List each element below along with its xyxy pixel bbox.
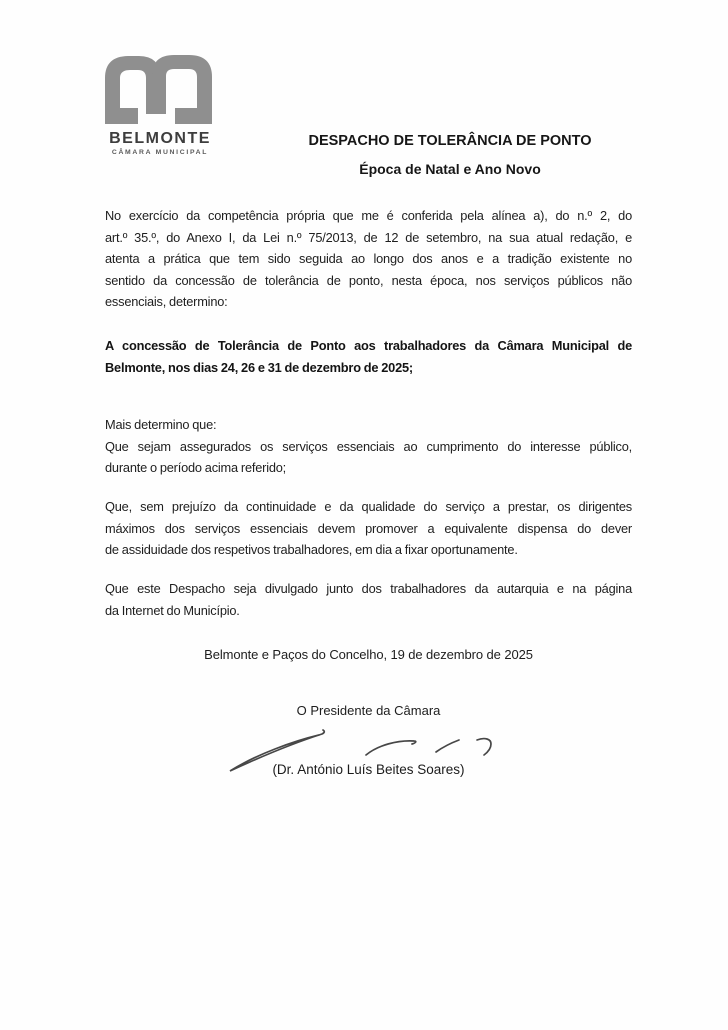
text-line: Que, sem prejuízo da continuidade e da qualidade do serviço a prestar, os dirigentes	[105, 499, 632, 514]
text-line: Que sejam assegurados os serviços essenciais ao cumprimento do interesse público,	[105, 438, 632, 454]
text-line: Mais determino que:	[105, 417, 217, 432]
text-line: A concessão de Tolerância de Ponto aos trabalhadores da Câmara Municipal de	[105, 338, 632, 353]
text-line: de assiduidade dos respetivos trabalhadores, em dia a fixar oportunamente.	[105, 542, 518, 557]
text-line: No exercício da competência própria que me é conferida pela alínea a), do n.º 2, do	[105, 208, 632, 223]
text-line: atenta a prática que tem sido seguida ao longo dos anos e a tradição existente no	[105, 251, 632, 266]
paragraph-legal-basis	[105, 205, 632, 313]
signer-title: O Presidente da Câmara	[296, 703, 441, 718]
belmonte-logo-icon	[105, 54, 215, 126]
text-line: máximos dos serviços essenciais devem promover a equivalente dispensa do dever	[105, 520, 632, 536]
text-line: art.º 35.º, do Anexo I, da Lei n.º 75/2013, de 12 de setembro, na sua atual redação, e	[105, 229, 632, 245]
dateline: Belmonte e Paços do Concelho, 19 de dezembro de 2025	[204, 647, 533, 662]
title-block	[260, 133, 640, 177]
document-title: DESPACHO DE TOLERÂNCIA DE PONTO	[308, 133, 592, 149]
text-line: Que este Despacho seja divulgado junto dos trabalhadores da autarquia e na página	[105, 581, 632, 596]
paragraph-service-continuity	[105, 496, 632, 561]
paragraph-tolerance-grant	[105, 335, 632, 378]
org-subtitle: CÂMARA MUNICIPAL	[111, 149, 209, 156]
org-name: BELMONTE	[109, 130, 211, 147]
signer-name: (Dr. António Luís Beites Soares)	[272, 762, 465, 777]
text-line: Belmonte, nos dias 24, 26 e 31 de dezembro de 2025;	[105, 359, 413, 375]
text-line: sentido da concessão de tolerância de ponto, nesta época, nos serviços públicos não	[105, 272, 632, 288]
paragraph-publication	[105, 578, 632, 621]
text-line: durante o período acima referido;	[105, 460, 287, 475]
paragraph-further-determinations	[105, 414, 632, 479]
text-line: da Internet do Município.	[105, 602, 240, 618]
text-line: essenciais, determino:	[105, 294, 228, 309]
document-subtitle: Época de Natal e Ano Novo	[359, 161, 541, 177]
